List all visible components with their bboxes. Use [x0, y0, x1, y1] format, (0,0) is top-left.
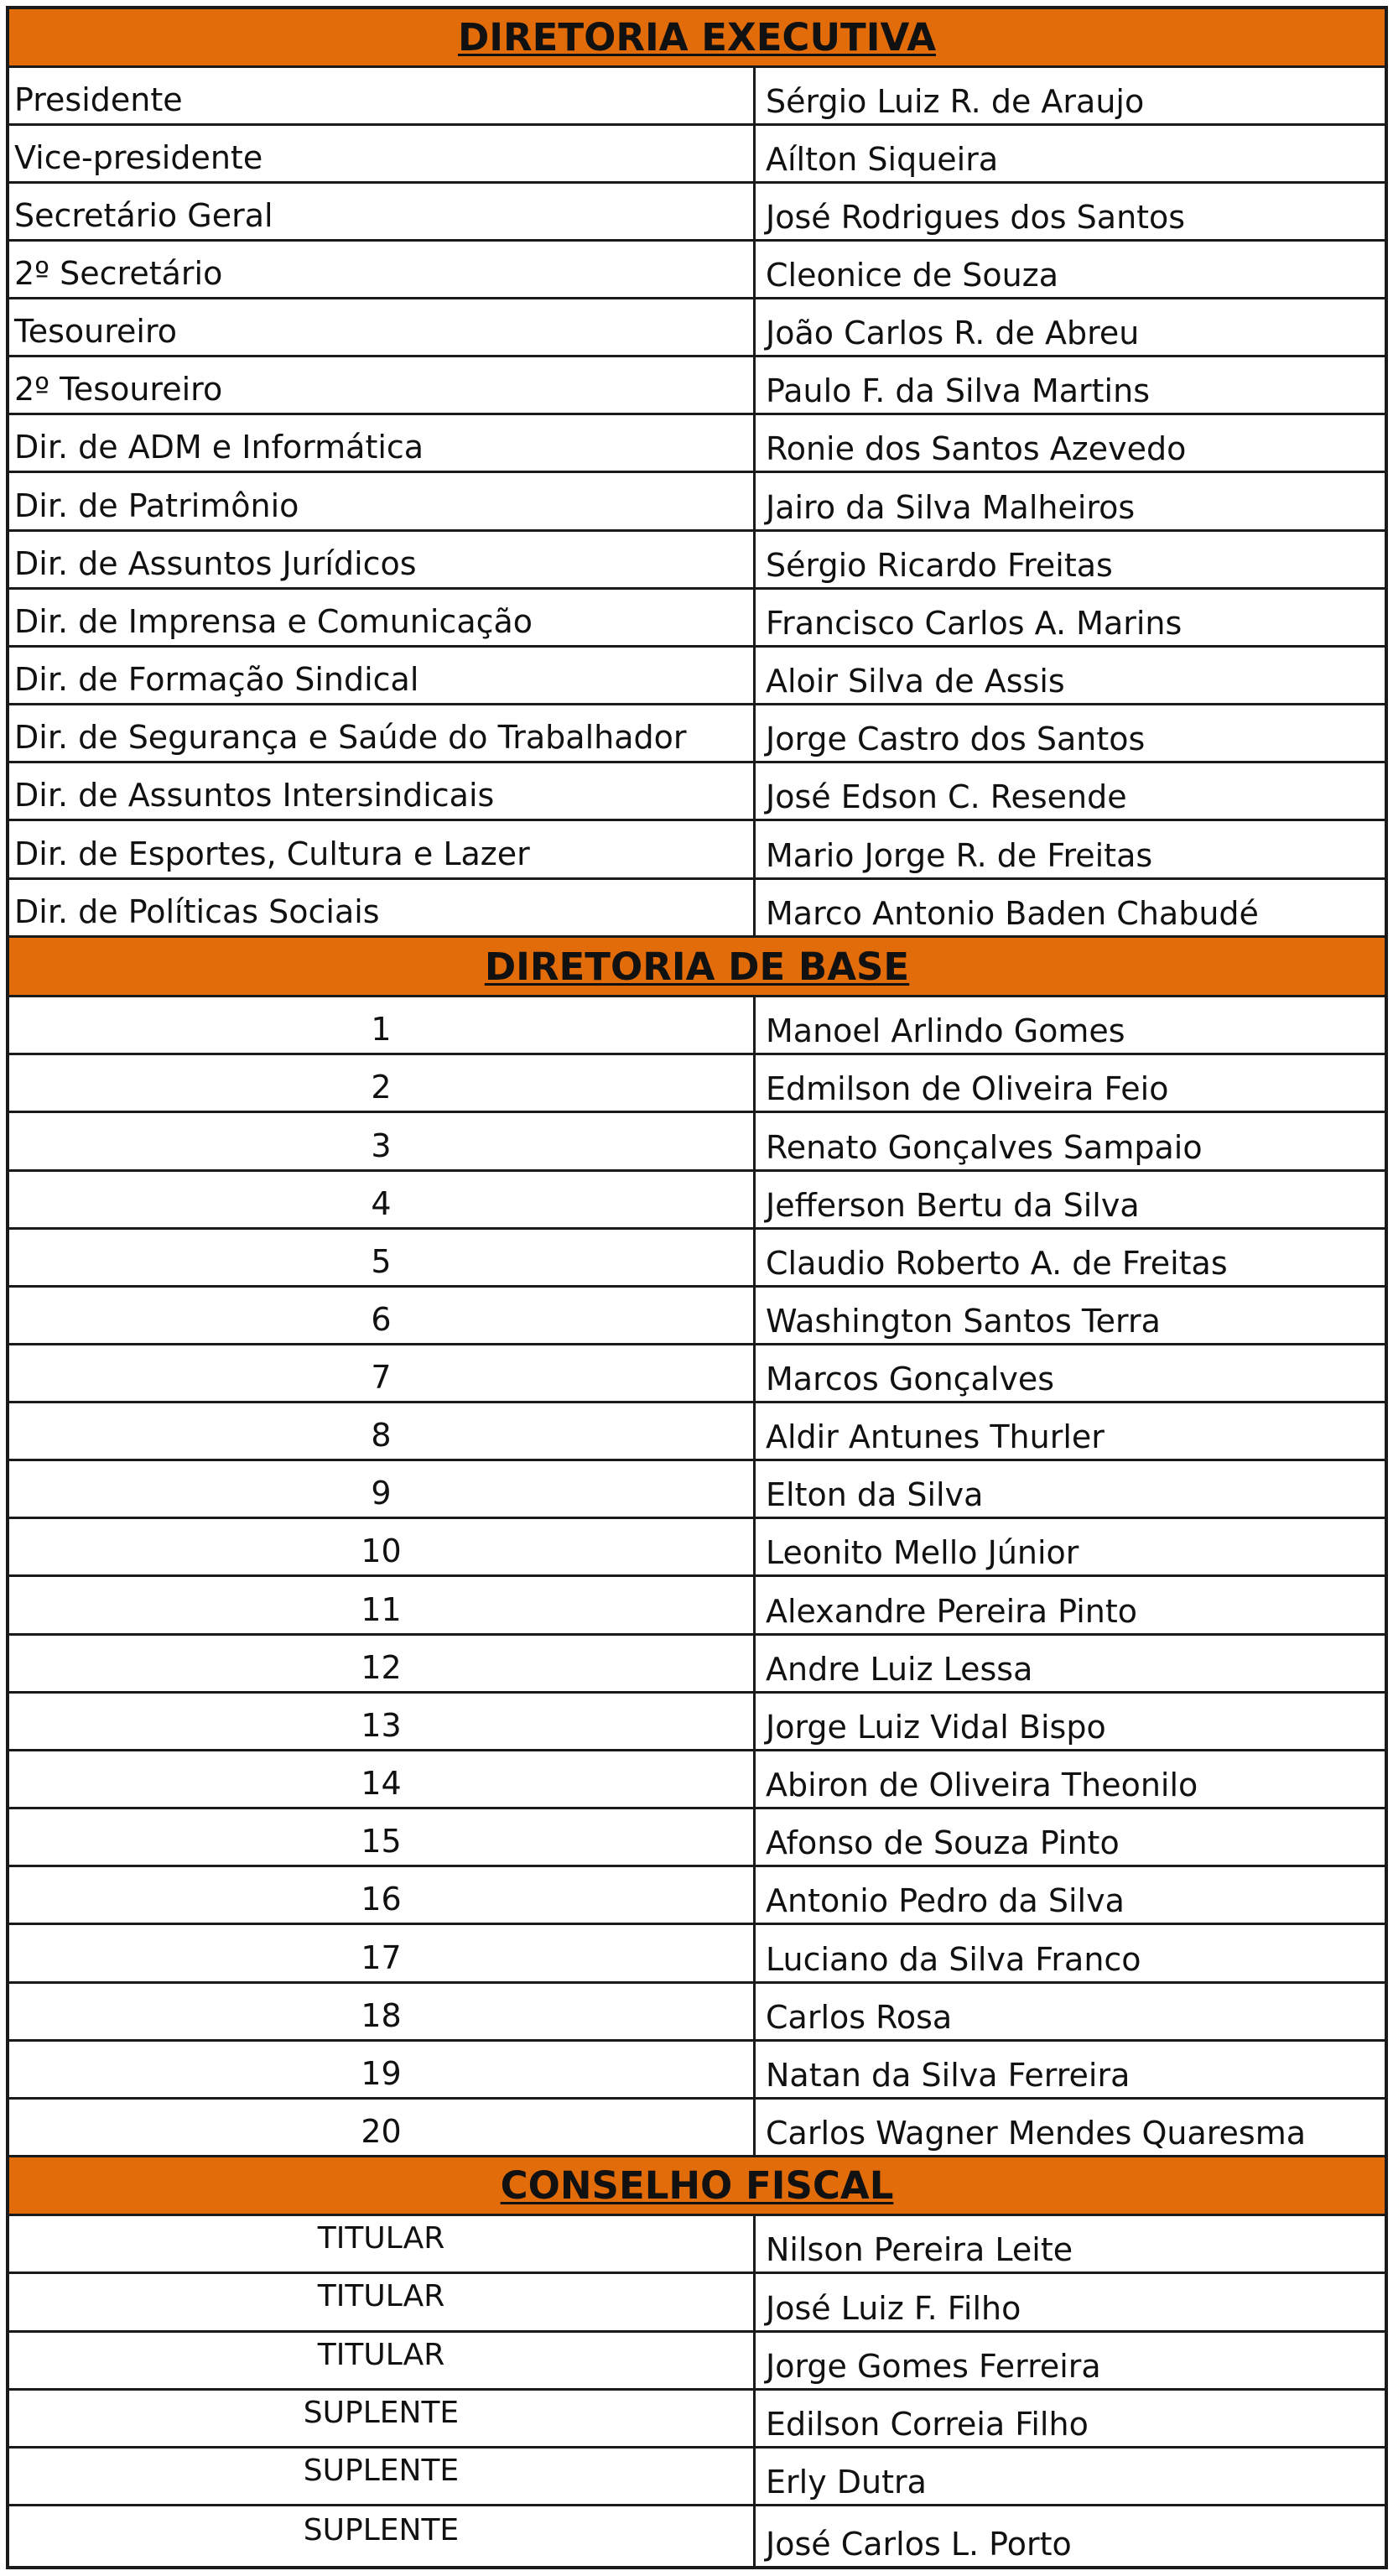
- number-cell: 14: [9, 1751, 756, 1807]
- section-title: CONSELHO FISCAL: [500, 2163, 894, 2208]
- table-row: [9, 1461, 1385, 1519]
- number-cell: 7: [9, 1345, 756, 1401]
- table-row: [9, 1055, 1385, 1113]
- name-cell: Aldir Antunes Thurler: [766, 1418, 1105, 1455]
- name-cell: Marco Antonio Baden Chabudé: [766, 895, 1259, 932]
- name-cell: Elton da Silva: [766, 1476, 984, 1513]
- number-cell: 13: [9, 1694, 756, 1749]
- number-cell: 1: [9, 997, 756, 1053]
- name-cell: Carlos Rosa: [766, 1999, 953, 2036]
- name-cell: Jorge Luiz Vidal Bispo: [766, 1709, 1106, 1746]
- table-row: [9, 763, 1385, 821]
- role-cell: Dir. de Assuntos Jurídicos: [9, 532, 756, 587]
- table-row: [9, 1925, 1385, 1984]
- number-cell: 11: [9, 1577, 756, 1633]
- table-row: [9, 242, 1385, 299]
- table-row: [9, 1694, 1385, 1751]
- table-row: [9, 590, 1385, 648]
- name-cell: Jefferson Bertu da Silva: [766, 1187, 1140, 1224]
- name-cell: Luciano da Silva Franco: [766, 1941, 1141, 1978]
- table-row: [9, 1636, 1385, 1694]
- name-cell: Washington Santos Terra: [766, 1303, 1161, 1340]
- name-cell: José Edson C. Resende: [766, 778, 1127, 815]
- name-cell: Jorge Castro dos Santos: [766, 721, 1146, 757]
- table-row: [9, 2333, 1385, 2391]
- name-cell: Natan da Silva Ferreira: [766, 2057, 1131, 2094]
- table-row: [9, 184, 1385, 242]
- name-cell: José Luiz F. Filho: [766, 2290, 1021, 2327]
- role-cell: TITULAR: [9, 2333, 756, 2388]
- table-row: [9, 415, 1385, 473]
- name-cell: Afonso de Souza Pinto: [766, 1824, 1120, 1861]
- name-cell: Alexandre Pereira Pinto: [766, 1593, 1138, 1630]
- role-cell: TITULAR: [9, 2216, 756, 2272]
- table-row: [9, 1519, 1385, 1577]
- number-cell: 19: [9, 2042, 756, 2097]
- name-cell: Abiron de Oliveira Theonilo: [766, 1767, 1198, 1803]
- table-row: [9, 1577, 1385, 1636]
- table-row: [9, 2506, 1385, 2566]
- name-cell: Aílton Siqueira: [766, 141, 999, 178]
- role-cell: Presidente: [9, 68, 756, 123]
- role-cell: 2º Tesoureiro: [9, 357, 756, 413]
- name-cell: Jairo da Silva Malheiros: [766, 489, 1136, 526]
- role-cell: SUPLENTE: [9, 2449, 756, 2504]
- name-cell: Edilson Correia Filho: [766, 2406, 1089, 2443]
- table-row: [9, 648, 1385, 705]
- table-row: [9, 68, 1385, 126]
- table-row: [9, 705, 1385, 763]
- name-cell: Mario Jorge R. de Freitas: [766, 837, 1153, 874]
- role-cell: Dir. de Assuntos Intersindicais: [9, 763, 756, 819]
- role-cell: Tesoureiro: [9, 299, 756, 355]
- name-cell: Ronie dos Santos Azevedo: [766, 430, 1187, 467]
- role-cell: Dir. de Esportes, Cultura e Lazer: [9, 821, 756, 877]
- board-table: [6, 6, 1388, 2569]
- table-row: [9, 1172, 1385, 1230]
- table-row: [9, 997, 1385, 1055]
- name-cell: Francisco Carlos A. Marins: [766, 605, 1182, 642]
- name-cell: Sérgio Luiz R. de Araujo: [766, 83, 1145, 120]
- table-row: [9, 1751, 1385, 1809]
- role-cell: Dir. de Patrimônio: [9, 473, 756, 529]
- table-row: [9, 1984, 1385, 2042]
- table-row: [9, 299, 1385, 357]
- number-cell: 18: [9, 1984, 756, 2039]
- table-row: [9, 1113, 1385, 1172]
- name-cell: Antonio Pedro da Silva: [766, 1882, 1125, 1919]
- name-cell: Nilson Pereira Leite: [766, 2231, 1073, 2268]
- table-row: [9, 2449, 1385, 2506]
- role-cell: Secretário Geral: [9, 184, 756, 239]
- table-row: [9, 2042, 1385, 2100]
- table-row: [9, 473, 1385, 532]
- section-header-base: [9, 938, 1385, 997]
- role-cell: Dir. de Segurança e Saúde do Trabalhador: [9, 705, 756, 761]
- name-cell: Andre Luiz Lessa: [766, 1651, 1033, 1688]
- table-row: [9, 1867, 1385, 1925]
- table-row: [9, 126, 1385, 184]
- table-row: [9, 2216, 1385, 2274]
- number-cell: 5: [9, 1230, 756, 1285]
- role-cell: Vice-presidente: [9, 126, 756, 181]
- name-cell: Erly Dutra: [766, 2464, 927, 2501]
- role-cell: TITULAR: [9, 2274, 756, 2330]
- name-cell: Cleonice de Souza: [766, 257, 1058, 294]
- number-cell: 15: [9, 1809, 756, 1865]
- name-cell: João Carlos R. de Abreu: [766, 315, 1140, 351]
- role-cell: Dir. de ADM e Informática: [9, 415, 756, 471]
- table-row: [9, 357, 1385, 415]
- number-cell: 16: [9, 1867, 756, 1923]
- section-header-executiva: [9, 9, 1385, 68]
- number-cell: 17: [9, 1925, 756, 1981]
- table-row: [9, 532, 1385, 590]
- name-cell: Sérgio Ricardo Freitas: [766, 547, 1113, 584]
- number-cell: 6: [9, 1288, 756, 1343]
- name-cell: Leonito Mello Júnior: [766, 1534, 1079, 1571]
- name-cell: José Rodrigues dos Santos: [766, 199, 1186, 236]
- table-row: [9, 1288, 1385, 1345]
- table-row: [9, 1230, 1385, 1288]
- table-row: [9, 2100, 1385, 2157]
- name-cell: Paulo F. da Silva Martins: [766, 372, 1150, 409]
- role-cell: Dir. de Formação Sindical: [9, 648, 756, 703]
- role-cell: SUPLENTE: [9, 2506, 756, 2566]
- table-row: [9, 1809, 1385, 1867]
- name-cell: Edmilson de Oliveira Feio: [766, 1070, 1169, 1107]
- table-row: [9, 821, 1385, 880]
- section-title: DIRETORIA DE BASE: [484, 944, 910, 989]
- table-row: [9, 2391, 1385, 2449]
- number-cell: 4: [9, 1172, 756, 1227]
- role-cell: Dir. de Políticas Sociais: [9, 880, 756, 935]
- name-cell: Manoel Arlindo Gomes: [766, 1012, 1125, 1049]
- number-cell: 10: [9, 1519, 756, 1574]
- table-row: [9, 1345, 1385, 1403]
- name-cell: Claudio Roberto A. de Freitas: [766, 1245, 1228, 1282]
- number-cell: 20: [9, 2100, 756, 2155]
- number-cell: 8: [9, 1403, 756, 1459]
- number-cell: 12: [9, 1636, 756, 1691]
- number-cell: 2: [9, 1055, 756, 1111]
- name-cell: Marcos Gonçalves: [766, 1361, 1055, 1397]
- table-row: [9, 880, 1385, 938]
- number-cell: 3: [9, 1113, 756, 1169]
- name-cell: José Carlos L. Porto: [766, 2526, 1072, 2563]
- role-cell: 2º Secretário: [9, 242, 756, 297]
- section-header-conselho: [9, 2157, 1385, 2216]
- section-title: DIRETORIA EXECUTIVA: [457, 15, 937, 60]
- name-cell: Renato Gonçalves Sampaio: [766, 1129, 1203, 1166]
- name-cell: Aloir Silva de Assis: [766, 663, 1065, 700]
- name-cell: Jorge Gomes Ferreira: [766, 2348, 1101, 2385]
- role-cell: SUPLENTE: [9, 2391, 756, 2446]
- number-cell: 9: [9, 1461, 756, 1517]
- role-cell: Dir. de Imprensa e Comunicação: [9, 590, 756, 645]
- table-row: [9, 2274, 1385, 2333]
- name-cell: Carlos Wagner Mendes Quaresma: [766, 2115, 1307, 2152]
- table-row: [9, 1403, 1385, 1461]
